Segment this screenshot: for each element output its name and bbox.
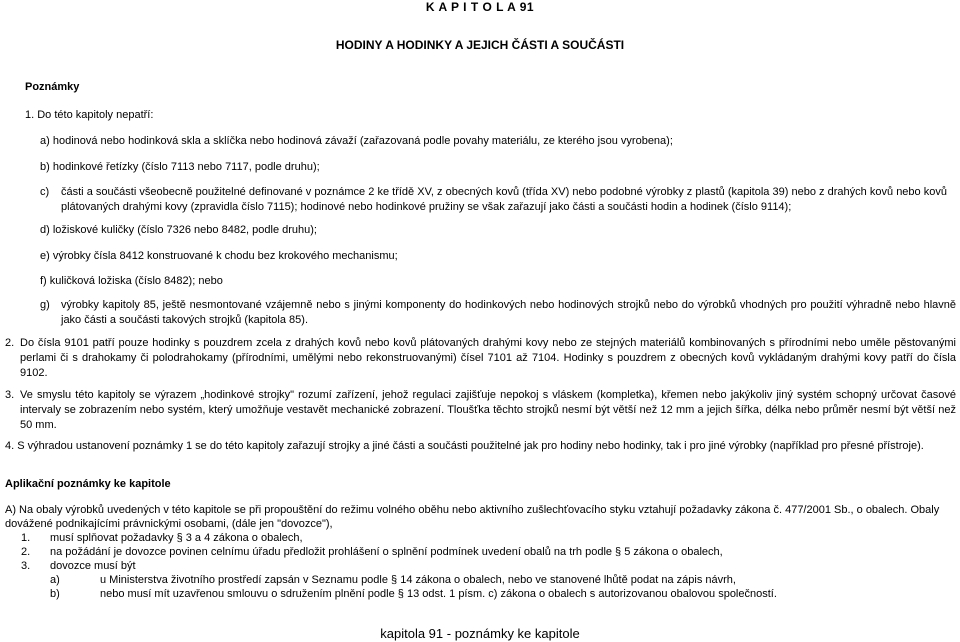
note-1-item-g: výrobky kapitoly 85, ještě nesmontované vzájemně nebo s jinými komponenty do hodinkových nebo hodinových strojků nebo do výrobků vhodných pro použití výhradně nebo hlavně jako části a součásti takových strojků (kapitola 85). — [61, 299, 956, 326]
applied-item-3b: nebo musí mít uzavřenou smlouvu o sdružením plnění podle § 13 odst. 1 písm. c) zákona o obalech s autorizovanou obalovou společností. — [100, 588, 777, 600]
applied-intro-line-1: A) Na obaly výrobků uvedených v této kapitole se při propouštění do režimu volného oběhu nebo aktivního zušlechťovacího styku vztahují požadavky zákona č. 477/2001 Sb., o obalech. Obaly — [5, 504, 940, 516]
note-3-label: 3. — [5, 389, 15, 401]
chapter-heading: HODINY A HODINKY A JEJICH ČÁSTI A SOUČÁSTI — [335, 38, 625, 52]
applied-item-1-number: 1. — [21, 532, 31, 544]
note-1-item-b: b) hodinkové řetízky (číslo 7113 nebo 7117, podle druhu); — [40, 161, 320, 173]
note-1-item-f: f) kuličková ložiska (číslo 8482); nebo — [40, 275, 223, 287]
note-1-item-d: d) ložiskové kuličky (číslo 7326 nebo 8482, podle druhu); — [40, 224, 317, 236]
applied-item-3b-label: b) — [50, 588, 60, 600]
applied-item-3a: u Ministerstva životního prostředí zapsán v Seznamu podle § 14 zákona o obalech, nebo ve stanovené lhůtě podat na zápis návrh, — [100, 574, 736, 586]
note-4: 4. S výhradou ustanovení poznámky 1 se do této kapitoly zařazují strojky a jiné části a součásti použitelné jak pro hodiny nebo hodinky, tak i pro jiné výrobky (například pro přesné přístroje). — [5, 440, 924, 452]
note-2-label: 2. — [5, 337, 15, 349]
applied-item-3: dovozce musí být — [50, 560, 136, 572]
note-1-item-c-label: c) — [40, 186, 50, 198]
applied-item-2-number: 2. — [21, 546, 31, 558]
applied-item-3-number: 3. — [21, 560, 31, 572]
note-2: Do čísla 9101 patří pouze hodinky s pouzdrem zcela z drahých kovů nebo kovů plátovaných drahými kovy nebo ze stejných materiálů kombinovaných s přírodními nebo uměle pěstovanými perlami či s drahokamy či polodrahokamy (přírodními, umělými nebo rekonstruovanými) čísel 7101 až 7104. Hodinky s pouzdrem z obecných kovů vykládaným drahými kovy patří do čísla 9102. — [20, 337, 956, 379]
note-1-intro: 1. Do této kapitoly nepatří: — [25, 109, 154, 121]
notes-title: Poznámky — [25, 81, 80, 93]
applied-item-2: na požádání je dovozce povinen celnímu úřadu předložit prohlášení o splnění podmínek uvedení obalů na trh podle § 5 zákona o obalech, — [50, 546, 723, 558]
applied-notes-title: Aplikační poznámky ke kapitole — [5, 478, 171, 490]
note-3: Ve smyslu této kapitoly se výrazem „hodinkové strojky" rozumí zařízení, jehož regulaci zajišťuje nepokoj s vláskem (kompletka), křemen nebo jakýkoliv jiný systém schopný určovat časové intervaly se zobrazením nebo systém, který umožňuje vestavět mechanické zobrazení. Tloušťka těchto strojků nesmí být větší než 12 mm a jejich šířka, délka nebo průměr nesmí být větší než 50 mm. — [20, 389, 956, 431]
page-footer: kapitola 91 - poznámky ke kapitole — [380, 626, 580, 641]
applied-item-1: musí splňovat požadavky § 3 a 4 zákona o obalech, — [50, 532, 303, 544]
applied-intro-line-2: dovážené podnikajícími právnickými osobami, (dále jen "dovozce"), — [5, 518, 333, 530]
note-1-item-e: e) výrobky čísla 8412 konstruované k chodu bez krokového mechanismu; — [40, 250, 398, 262]
note-1-item-c: části a součásti všeobecně použitelné definované v poznámce 2 ke třídě XV, z obecných kovů (třída XV) nebo podobné výrobky z plastů (kapitola 39) nebo z drahých kovů nebo kovů plátovaných drahými kovy (zpravidla číslo 7115); hodinové nebo hodinkové pružiny se však zařazují jako části a součásti hodin a hodinek (číslo 9114); — [61, 186, 947, 213]
applied-item-3a-label: a) — [50, 574, 60, 586]
note-1-item-a: a) hodinová nebo hodinková skla a sklíčka nebo hodinová závaží (zařazovaná podle povahy materiálu, ze kterého jsou vyrobena); — [40, 135, 673, 147]
chapter-title: K A P I T O L A 91 — [425, 0, 535, 14]
note-1-item-g-label: g) — [40, 299, 50, 311]
